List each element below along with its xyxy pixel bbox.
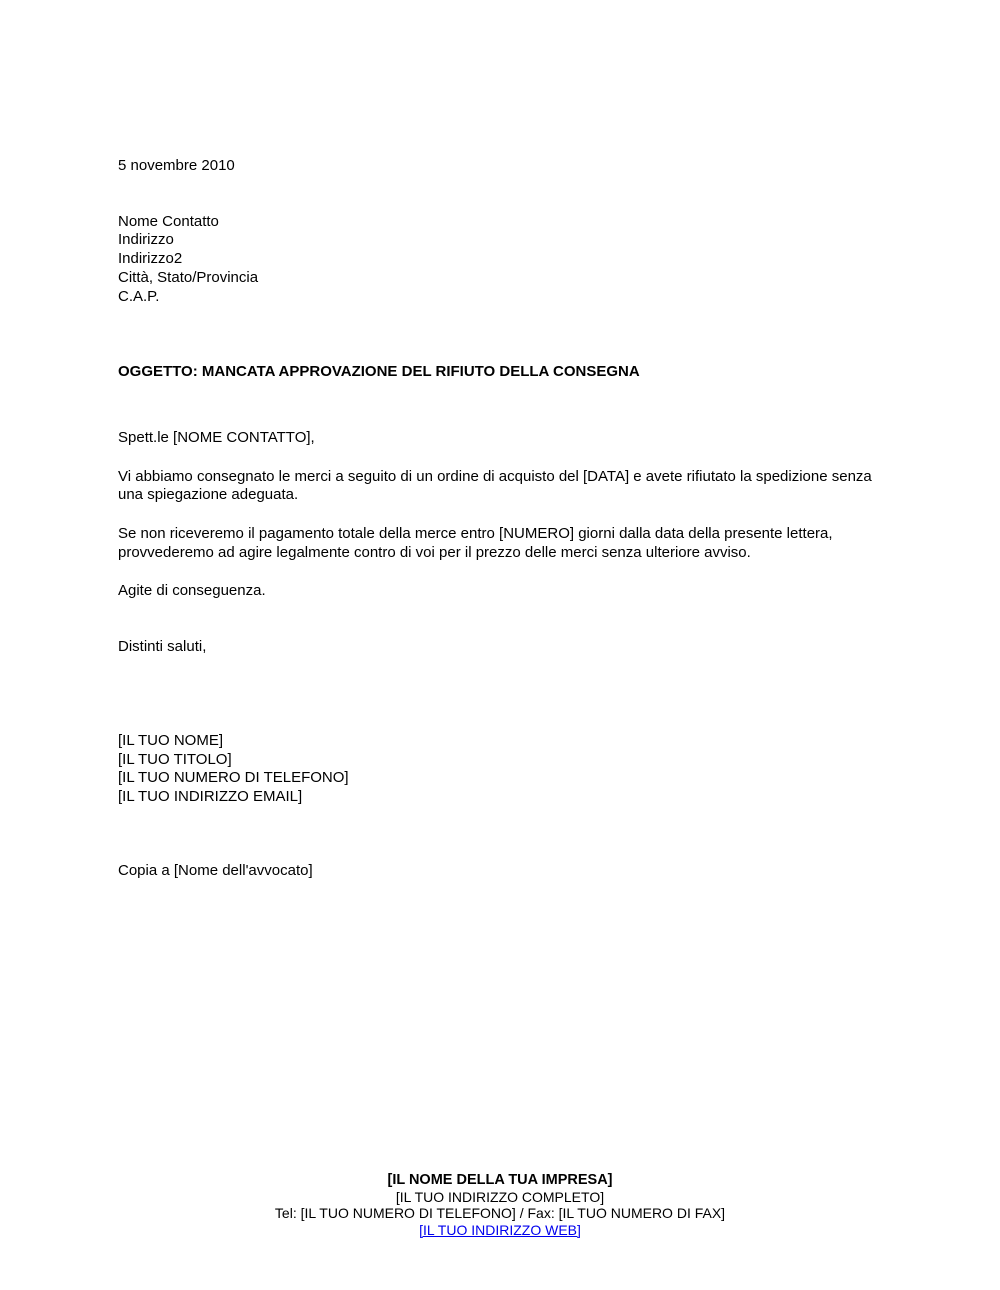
- closing-line: Distinti saluti,: [118, 638, 207, 656]
- body-paragraph-3: Agite di conseguenza.: [118, 582, 266, 600]
- signature-name: [IL TUO NOME]: [118, 731, 224, 749]
- subject-line: OGGETTO: MANCATA APPROVAZIONE DEL RIFIUTO DELLA CONSEGNA: [118, 363, 640, 381]
- body-paragraph-2: Se non riceveremo il pagamento totale della merce entro [NUMERO] giorni dalla data della presente lettera, provvederemo ad agire legalmente contro di voi per il prezzo delle merci senza ulteriore avviso.: [118, 525, 833, 561]
- footer-address: [IL TUO INDIRIZZO COMPLETO]: [395, 1188, 605, 1205]
- signature-block: [118, 732, 882, 807]
- recipient-city-state: Città, Stato/Provincia: [118, 268, 259, 286]
- signature-phone: [IL TUO NUMERO DI TELEFONO]: [118, 769, 349, 787]
- letter-footer: [0, 1172, 1000, 1238]
- salutation: Spett.le [NOME CONTATTO],: [118, 428, 315, 446]
- signature-title: [IL TUO TITOLO]: [118, 750, 232, 768]
- recipient-address2: Indirizzo2: [118, 250, 183, 268]
- body-paragraph-1: Vi abbiamo consegnato le merci a seguito di un ordine di acquisto del [DATA] e avete rifiutato la spedizione senza una spiegazione adeguata.: [118, 467, 872, 504]
- letter-date: 5 novembre 2010: [118, 157, 235, 174]
- recipient-block: [118, 213, 882, 307]
- footer-phone-fax: Tel: [IL TUO NUMERO DI TELEFONO] / Fax: [IL TUO NUMERO DI FAX]: [274, 1205, 726, 1221]
- cc-line: Copia a [Nome dell'avvocato]: [118, 861, 313, 879]
- recipient-name: Nome Contatto: [118, 212, 219, 230]
- recipient-zip: C.A.P.: [118, 287, 160, 305]
- recipient-address1: Indirizzo: [118, 231, 174, 249]
- footer-website-link[interactable]: [IL TUO INDIRIZZO WEB]: [419, 1221, 581, 1238]
- footer-company-name: [IL NOME DELLA TUA IMPRESA]: [387, 1172, 613, 1188]
- signature-email: [IL TUO INDIRIZZO EMAIL]: [118, 787, 303, 805]
